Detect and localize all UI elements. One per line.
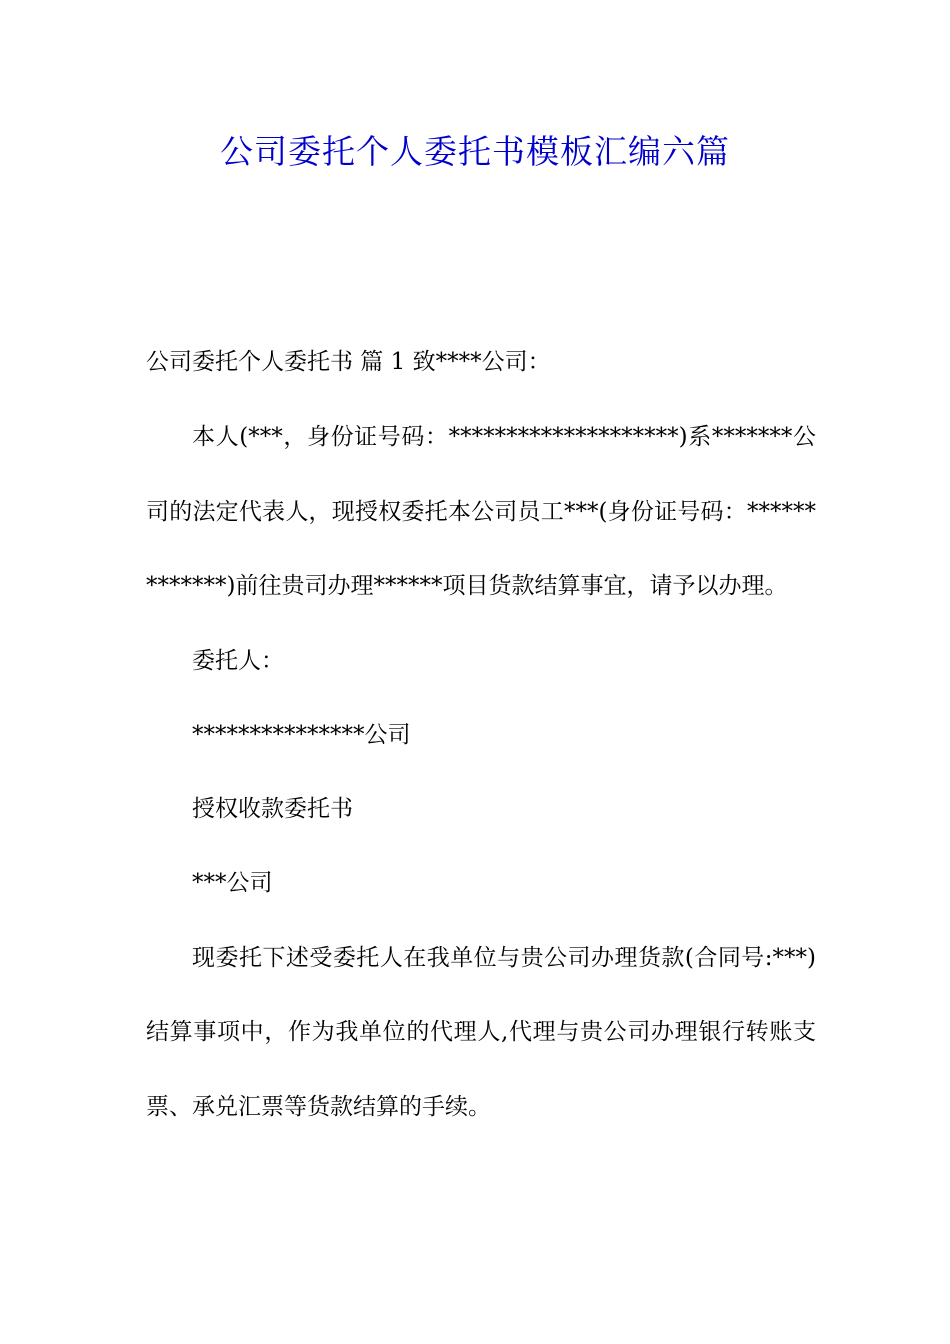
paragraph-recipient: ***公司	[192, 869, 273, 896]
paragraph-company: ***************公司	[192, 721, 411, 748]
paragraph-commission: 现委托下述受委托人在我单位与贵公司办理货款(合同号:***)结算事项中，作为我单位的代理人,代理与贵公司办理银行转账支票、承兑汇票等货款结算的手续。	[146, 944, 816, 1120]
paragraph-authorization: 本人(***，身份证号码：********************)系*******公司的法定代表人，现授权委托本公司员工***(身份证号码：*************)前往贵司办理******项目货款结算事宜，请予以办理。	[146, 424, 816, 599]
document-title: 公司委托个人委托书模板汇编六篇	[220, 132, 730, 171]
document-body	[146, 338, 816, 1157]
paragraph-heading: 公司委托个人委托书 篇 1 致****公司：	[146, 349, 551, 375]
paragraph-principal: 委托人：	[192, 647, 284, 674]
paragraph-subtitle: 授权收款委托书	[192, 795, 353, 822]
